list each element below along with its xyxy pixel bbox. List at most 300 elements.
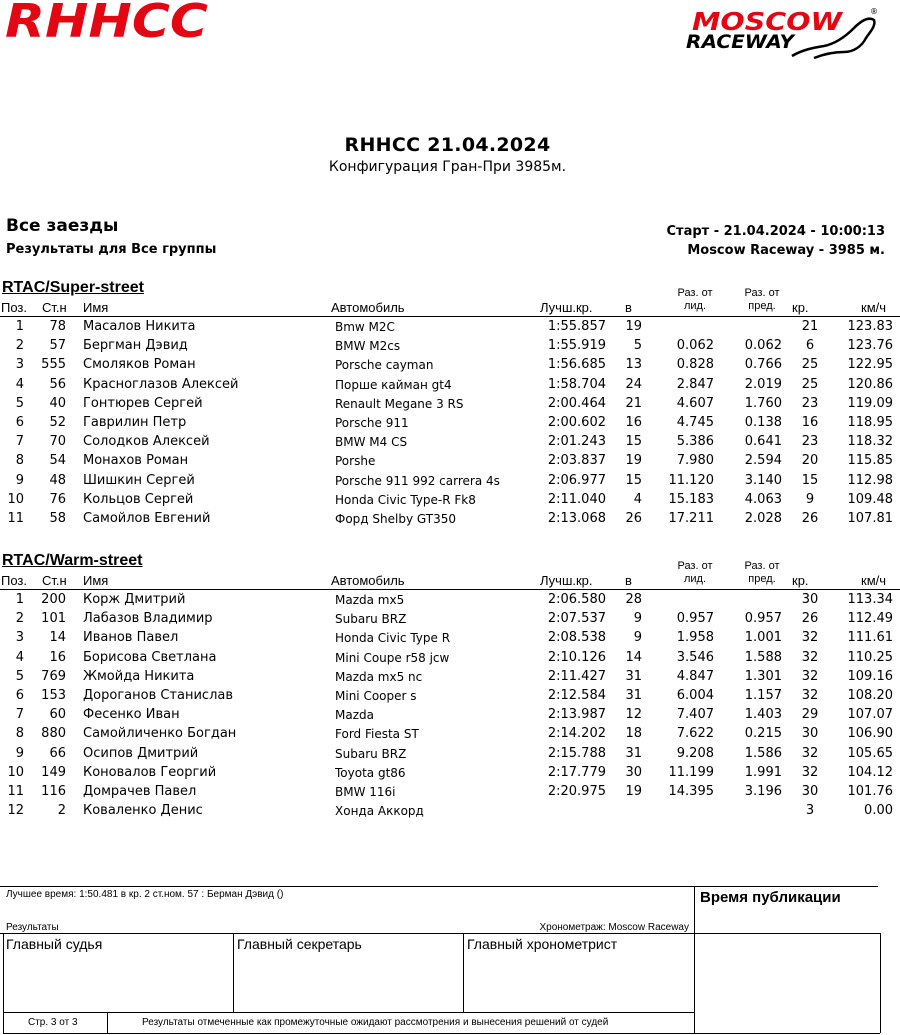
cell-num: 14 — [49, 630, 66, 646]
logo-raceway-text: RACEWAY — [686, 31, 797, 53]
cell-name: Борисова Светлана — [83, 649, 217, 665]
cell-laps: 30 — [801, 592, 819, 607]
session-name: Все заезды — [6, 216, 119, 236]
cell-gap-prev: 3.196 — [744, 783, 782, 799]
col-car: Автомобиль — [331, 573, 405, 588]
table-row — [0, 375, 900, 394]
table-row — [0, 724, 900, 743]
cell-gap-prev: 1.301 — [744, 668, 782, 684]
cell-name: Коваленко Денис — [83, 803, 203, 819]
cell-speed: 109.48 — [847, 491, 893, 507]
cell-speed: 110.25 — [847, 649, 893, 665]
cell-in: 13 — [625, 357, 642, 373]
cell-name: Жмойда Никита — [83, 668, 195, 684]
chief-timekeeper-label: Главный хронометрист — [467, 936, 618, 952]
cell-gap-lead: 14.395 — [668, 783, 714, 799]
cell-speed: 115.85 — [847, 453, 893, 469]
cell-num: 101 — [41, 611, 66, 627]
cell-laps: 20 — [801, 453, 819, 469]
cell-best: 2:06.580 — [547, 592, 606, 607]
cell-in: 26 — [625, 510, 642, 526]
cell-gap-lead: 4.745 — [676, 414, 714, 430]
logo-registered-mark: ® — [870, 7, 878, 16]
cell-speed: 101.76 — [847, 783, 893, 799]
cell-pos: 12 — [7, 803, 24, 819]
table-row — [0, 590, 900, 609]
cell-best: 2:17.779 — [547, 764, 606, 780]
cell-name: Иванов Павел — [83, 630, 179, 646]
cell-in: 31 — [625, 668, 642, 684]
cell-car: Renault Megane 3 RS — [335, 396, 464, 411]
cell-num: 56 — [49, 376, 66, 392]
cell-in: 12 — [625, 707, 642, 723]
cell-gap-prev: 0.062 — [744, 338, 782, 354]
cell-best: 1:55.919 — [547, 338, 606, 354]
cell-gap-prev: 2.028 — [744, 510, 782, 526]
cell-car: Mazda — [335, 708, 374, 723]
cell-car: BMW M4 CS — [335, 435, 408, 450]
table-row — [0, 763, 900, 782]
cell-name: Бергман Дэвид — [83, 338, 188, 354]
cell-speed: 113.34 — [847, 592, 893, 607]
cell-in: 30 — [625, 764, 642, 780]
cell-name: Шишкин Сергей — [83, 472, 195, 488]
cell-in: 19 — [625, 319, 642, 334]
cell-laps: 15 — [801, 472, 819, 488]
cell-name: Фесенко Иван — [83, 707, 180, 723]
cell-car: Porsche cayman — [335, 358, 434, 373]
chief-judge-label: Главный судья — [6, 936, 103, 952]
cell-gap-lead: 11.120 — [668, 472, 714, 488]
cell-gap-lead: 4.847 — [676, 668, 714, 684]
col-name: Имя — [83, 573, 109, 588]
cell-gap-prev: 0.766 — [744, 357, 782, 373]
chief-secretary-label: Главный секретарь — [237, 936, 362, 952]
cell-gap-lead: 4.607 — [676, 395, 714, 411]
cell-name: Смоляков Роман — [83, 357, 196, 373]
cell-car: Honda Civic Type R — [335, 631, 451, 646]
cell-gap-lead: 0.957 — [676, 611, 714, 627]
start-info — [667, 222, 886, 260]
cell-best: 2:15.788 — [547, 745, 606, 761]
cell-best: 2:11.427 — [547, 668, 606, 684]
table-row — [0, 336, 900, 355]
cell-laps: 25 — [801, 376, 819, 392]
table-row — [0, 705, 900, 724]
table-row — [0, 509, 900, 528]
col-gap-lead-line1: Раз. от — [677, 560, 713, 572]
col-speed: км/ч — [861, 300, 887, 315]
cell-name: Гонтюрев Сергей — [83, 395, 203, 411]
table-row — [0, 648, 900, 667]
cell-in: 21 — [625, 395, 642, 411]
table-row — [0, 667, 900, 686]
cell-pos: 10 — [7, 491, 24, 507]
cell-laps: 23 — [801, 434, 819, 450]
cell-in: 19 — [625, 453, 642, 469]
cell-name: Масалов Никита — [83, 319, 196, 334]
cell-gap-lead: 5.386 — [676, 434, 714, 450]
col-num: Ст.н — [42, 300, 67, 315]
cell-num: 60 — [49, 707, 66, 723]
cell-laps: 23 — [801, 395, 819, 411]
cell-gap-lead: 2.847 — [676, 376, 714, 392]
cell-pos: 9 — [15, 472, 24, 488]
cell-pos: 6 — [15, 414, 24, 430]
cell-gap-prev: 1.760 — [744, 395, 782, 411]
cell-pos: 7 — [15, 707, 24, 723]
cell-best: 1:56.685 — [547, 357, 606, 373]
cell-laps: 32 — [801, 745, 819, 761]
cell-pos: 5 — [15, 395, 24, 411]
cell-name: Самойлов Евгений — [83, 510, 211, 526]
cell-laps: 32 — [801, 668, 819, 684]
cell-speed: 106.90 — [847, 726, 893, 742]
cell-num: 78 — [49, 319, 66, 334]
cell-best: 2:14.202 — [547, 726, 606, 742]
best-time-summary: Лучшее время: 1:50.481 в кр. 2 ст.ном. 57 : Берман Дэвид () — [6, 889, 284, 900]
cell-name: Корж Дмитрий — [83, 592, 186, 607]
cell-num: 57 — [49, 338, 66, 354]
cell-gap-lead: 1.958 — [676, 630, 714, 646]
cell-in: 15 — [625, 434, 642, 450]
cell-laps: 26 — [801, 510, 819, 526]
cell-speed: 122.95 — [847, 357, 893, 373]
cell-pos: 3 — [15, 630, 24, 646]
cell-car: Porshe — [335, 454, 376, 469]
cell-gap-prev: 1.586 — [744, 745, 782, 761]
cell-gap-lead: 7.980 — [676, 453, 714, 469]
timing-label: Хронометраж: Moscow Raceway — [539, 922, 689, 933]
cell-num: 76 — [49, 491, 66, 507]
cell-gap-prev: 2.019 — [744, 376, 782, 392]
cell-best: 2:07.537 — [547, 611, 606, 627]
col-laps: кр. — [792, 300, 809, 315]
session-groups: Результаты для Все группы — [6, 242, 217, 257]
table-row — [0, 686, 900, 705]
cell-in: 31 — [625, 687, 642, 703]
col-gap-prev-line2: пред. — [748, 300, 776, 312]
col-gap-lead — [665, 560, 725, 586]
cell-num: 16 — [49, 649, 66, 665]
cell-car: Форд Shelby GT350 — [335, 511, 456, 526]
cell-speed: 108.20 — [847, 687, 893, 703]
publication-time-label: Время публикации — [700, 889, 841, 906]
cell-num: 70 — [49, 434, 66, 450]
cell-in: 28 — [625, 592, 642, 607]
col-num: Ст.н — [42, 573, 67, 588]
table-row — [0, 782, 900, 801]
table-header — [0, 285, 900, 317]
results-rows — [0, 317, 900, 528]
cell-laps: 6 — [805, 338, 815, 354]
cell-pos: 8 — [15, 453, 24, 469]
cell-best: 2:13.068 — [547, 510, 606, 526]
cell-speed: 109.16 — [847, 668, 893, 684]
cell-gap-prev: 1.991 — [744, 764, 782, 780]
cell-gap-prev: 2.594 — [744, 453, 782, 469]
cell-name: Монахов Роман — [83, 453, 189, 469]
cell-best: 2:12.584 — [547, 687, 606, 703]
cell-num: 116 — [41, 783, 66, 799]
cell-pos: 8 — [15, 726, 24, 742]
cell-laps: 16 — [801, 414, 819, 430]
cell-in: 18 — [625, 726, 642, 742]
cell-speed: 112.98 — [847, 472, 893, 488]
cell-name: Лабазов Владимир — [83, 611, 213, 627]
cell-in: 9 — [633, 630, 642, 646]
cell-laps: 26 — [801, 611, 819, 627]
cell-speed: 111.61 — [847, 630, 893, 646]
cell-laps: 29 — [801, 707, 819, 723]
cell-in: 19 — [625, 783, 642, 799]
cell-laps: 25 — [801, 357, 819, 373]
cell-speed: 107.81 — [847, 510, 893, 526]
col-gap-lead-line2: лид. — [683, 300, 707, 312]
cell-num: 40 — [49, 395, 66, 411]
cell-laps: 21 — [801, 319, 819, 334]
cell-best: 2:11.040 — [547, 491, 606, 507]
cell-laps: 32 — [801, 764, 819, 780]
cell-gap-prev: 1.001 — [744, 630, 782, 646]
col-car: Автомобиль — [331, 300, 405, 315]
cell-num: 54 — [49, 453, 66, 469]
page-number: Стр. 3 от 3 — [28, 1017, 78, 1028]
cell-speed: 107.07 — [847, 707, 893, 723]
col-gap-lead — [665, 287, 725, 313]
cell-gap-prev: 0.138 — [744, 414, 782, 430]
cell-gap-prev: 1.588 — [744, 649, 782, 665]
cell-num: 200 — [41, 592, 66, 607]
cell-gap-prev: 3.140 — [744, 472, 782, 488]
cell-num: 58 — [49, 510, 66, 526]
cell-speed: 0.00 — [864, 803, 893, 819]
cell-name: Красноглазов Алексей — [83, 376, 239, 392]
cell-gap-prev: 1.403 — [744, 707, 782, 723]
col-in: в — [625, 573, 632, 588]
cell-name: Дороганов Станислав — [83, 687, 234, 703]
rhhcc-logo — [4, 2, 210, 40]
cell-name: Коновалов Георгий — [83, 764, 217, 780]
col-gap-prev-line1: Раз. от — [744, 560, 780, 572]
table-row — [0, 471, 900, 490]
cell-best: 2:10.126 — [547, 649, 606, 665]
table-row — [0, 394, 900, 413]
cell-in: 16 — [625, 414, 642, 430]
provisional-note: Результаты отмеченные как промежуточные ожидают рассмотрения и вынесения решений от судей — [142, 1017, 609, 1028]
cell-car: Ford Fiesta ST — [335, 727, 419, 742]
table-header — [0, 558, 900, 590]
cell-car: Порше кайман gt4 — [335, 377, 452, 392]
col-speed: км/ч — [861, 573, 887, 588]
cell-gap-lead: 7.622 — [676, 726, 714, 742]
col-gap-prev-line2: пред. — [748, 573, 776, 585]
rhhcc-logo-text: RHHCC — [5, 2, 209, 40]
cell-gap-lead: 6.004 — [676, 687, 714, 703]
table-row — [0, 355, 900, 374]
cell-laps: 32 — [801, 687, 819, 703]
cell-laps: 30 — [801, 726, 819, 742]
group-title: RTAC/Warm-street — [2, 552, 143, 569]
cell-pos: 1 — [15, 592, 24, 607]
cell-in: 15 — [625, 472, 642, 488]
col-gap-lead-line2: лид. — [683, 573, 707, 585]
cell-name: Кольцов Сергей — [83, 491, 194, 507]
cell-laps: 30 — [801, 783, 819, 799]
col-best: Лучш.кр. — [540, 573, 593, 588]
table-row — [0, 801, 900, 820]
col-gap-prev — [732, 560, 792, 586]
cell-best: 2:06.977 — [547, 472, 606, 488]
cell-in: 24 — [625, 376, 642, 392]
cell-in: 5 — [633, 338, 642, 354]
cell-num: 555 — [41, 357, 66, 373]
cell-pos: 7 — [15, 434, 24, 450]
cell-name: Солодков Алексей — [83, 434, 210, 450]
cell-in: 4 — [633, 491, 642, 507]
cell-num: 769 — [41, 668, 66, 684]
cell-laps: 3 — [805, 803, 815, 819]
cell-pos: 2 — [15, 338, 24, 354]
table-row — [0, 432, 900, 451]
cell-car: BMW 116i — [335, 784, 396, 799]
cell-car: Mini Cooper s — [335, 688, 417, 703]
col-best: Лучш.кр. — [540, 300, 593, 315]
col-pos: Поз. — [1, 300, 27, 315]
footer — [0, 884, 900, 1035]
cell-pos: 4 — [15, 649, 24, 665]
cell-name: Домрачев Павел — [83, 783, 197, 799]
page-title: RHHCC 21.04.2024 — [344, 134, 551, 156]
cell-num: 153 — [41, 687, 66, 703]
table-row — [0, 413, 900, 432]
cell-pos: 10 — [7, 764, 24, 780]
cell-car: Porsche 911 — [335, 415, 409, 430]
cell-car: Bmw M2C — [335, 320, 395, 334]
cell-speed: 118.32 — [847, 434, 893, 450]
cell-pos: 9 — [15, 745, 24, 761]
cell-best: 1:55.857 — [547, 319, 606, 334]
cell-best: 2:00.464 — [547, 395, 606, 411]
cell-car: Subaru BRZ — [335, 612, 407, 627]
cell-best: 2:01.243 — [547, 434, 606, 450]
cell-best: 2:03.837 — [547, 453, 606, 469]
cell-pos: 11 — [7, 510, 24, 526]
table-row — [0, 628, 900, 647]
cell-gap-lead: 9.208 — [676, 745, 714, 761]
cell-speed: 105.65 — [847, 745, 893, 761]
cell-in: 14 — [625, 649, 642, 665]
table-row — [0, 451, 900, 470]
cell-name: Гаврилин Петр — [83, 414, 187, 430]
cell-speed: 112.49 — [847, 611, 893, 627]
cell-gap-lead: 3.546 — [676, 649, 714, 665]
cell-car: BMW M2cs — [335, 339, 401, 354]
cell-pos: 6 — [15, 687, 24, 703]
cell-laps: 32 — [801, 630, 819, 646]
cell-gap-lead: 17.211 — [668, 510, 714, 526]
cell-pos: 4 — [15, 376, 24, 392]
track-info: Moscow Raceway - 3985 м. — [687, 243, 885, 258]
cell-gap-prev: 4.063 — [744, 491, 782, 507]
track-configuration: Конфигурация Гран-При 3985м. — [328, 159, 567, 175]
cell-num: 880 — [41, 726, 66, 742]
cell-name: Самойличенко Богдан — [83, 726, 237, 742]
cell-gap-prev: 0.215 — [744, 726, 782, 742]
cell-laps: 32 — [801, 649, 819, 665]
cell-num: 48 — [49, 472, 66, 488]
cell-in: 31 — [625, 745, 642, 761]
cell-pos: 11 — [7, 783, 24, 799]
cell-best: 1:58.704 — [547, 376, 606, 392]
cell-speed: 120.86 — [847, 376, 893, 392]
cell-num: 149 — [41, 764, 66, 780]
table-row — [0, 490, 900, 509]
cell-car: Mazda mx5 — [335, 593, 405, 607]
group-title: RTAC/Super-street — [2, 279, 144, 296]
col-gap-prev-line1: Раз. от — [744, 287, 780, 299]
results-rows — [0, 590, 900, 820]
col-gap-prev — [732, 287, 792, 313]
cell-laps: 9 — [805, 491, 815, 507]
cell-car: Honda Civic Type-R Fk8 — [335, 492, 476, 507]
cell-gap-lead: 15.183 — [668, 491, 714, 507]
table-row — [0, 744, 900, 763]
col-gap-lead-line1: Раз. от — [677, 287, 713, 299]
cell-pos: 1 — [15, 319, 24, 334]
col-name: Имя — [83, 300, 109, 315]
cell-gap-prev: 1.157 — [744, 687, 782, 703]
table-row — [0, 317, 900, 336]
cell-gap-lead: 0.062 — [676, 338, 714, 354]
cell-pos: 2 — [15, 611, 24, 627]
logo-moscow-text: MOSCOW — [692, 7, 844, 36]
cell-gap-prev: 0.957 — [744, 611, 782, 627]
cell-gap-lead: 0.828 — [676, 357, 714, 373]
cell-pos: 5 — [15, 668, 24, 684]
cell-car: Хонда Аккорд — [335, 804, 424, 819]
cell-best: 2:00.602 — [547, 414, 606, 430]
cell-best: 2:20.975 — [547, 783, 606, 799]
cell-num: 66 — [49, 745, 66, 761]
cell-car: Subaru BRZ — [335, 746, 407, 761]
cell-best: 2:13.987 — [547, 707, 606, 723]
cell-car: Mini Coupe r58 jcw — [335, 650, 450, 665]
cell-gap-prev: 0.641 — [744, 434, 782, 450]
cell-speed: 119.09 — [847, 395, 893, 411]
col-laps: кр. — [792, 573, 809, 588]
cell-gap-lead: 11.199 — [668, 764, 714, 780]
cell-name: Осипов Дмитрий — [83, 745, 199, 761]
moscow-raceway-logo — [684, 4, 880, 62]
table-row — [0, 609, 900, 628]
cell-speed: 118.95 — [847, 414, 893, 430]
cell-num: 2 — [57, 803, 66, 819]
results-label: Результаты — [6, 922, 59, 933]
cell-in: 9 — [633, 611, 642, 627]
start-time: Старт - 21.04.2024 - 10:00:13 — [666, 224, 885, 239]
cell-speed: 123.83 — [847, 319, 893, 334]
cell-num: 52 — [49, 414, 66, 430]
col-in: в — [625, 300, 632, 315]
cell-car: Toyota gt86 — [335, 765, 406, 780]
cell-car: Porsche 911 992 carrera 4s — [335, 473, 500, 488]
cell-best: 2:08.538 — [547, 630, 606, 646]
cell-speed: 123.76 — [847, 338, 893, 354]
cell-car: Mazda mx5 nc — [335, 669, 423, 684]
cell-pos: 3 — [15, 357, 24, 373]
col-pos: Поз. — [1, 573, 27, 588]
